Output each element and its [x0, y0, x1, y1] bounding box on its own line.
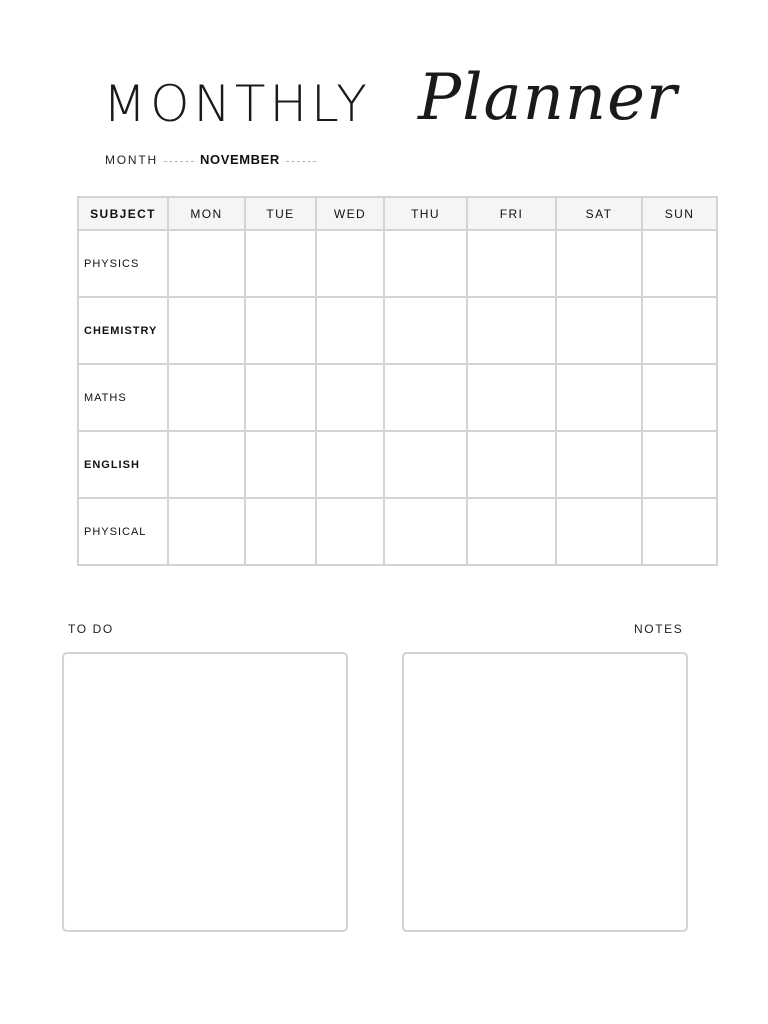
column-header-wed: WED	[316, 197, 384, 230]
subject-label: PHYSICAL	[78, 498, 168, 565]
schedule-cell[interactable]	[245, 498, 316, 565]
schedule-cell[interactable]	[467, 498, 556, 565]
schedule-cell[interactable]	[467, 297, 556, 364]
schedule-cell[interactable]	[384, 498, 467, 565]
schedule-cell[interactable]	[384, 297, 467, 364]
schedule-cell[interactable]	[467, 431, 556, 498]
month-dash-right	[286, 161, 316, 162]
column-header-mon: MON	[168, 197, 245, 230]
schedule-cell[interactable]	[245, 431, 316, 498]
notes-box[interactable]	[402, 652, 688, 932]
month-value[interactable]: NOVEMBER	[200, 152, 280, 167]
title-script: Planner	[418, 61, 678, 135]
todo-box[interactable]	[62, 652, 348, 932]
column-header-sat: SAT	[556, 197, 642, 230]
month-label: MONTH	[105, 153, 158, 167]
month-dash-left	[164, 161, 194, 162]
table-row	[78, 364, 717, 431]
table-row	[78, 230, 717, 297]
schedule-table	[77, 196, 718, 566]
table-row	[78, 297, 717, 364]
schedule-cell[interactable]	[467, 364, 556, 431]
schedule-cell[interactable]	[556, 364, 642, 431]
column-header-sun: SUN	[642, 197, 717, 230]
schedule-cell[interactable]	[642, 297, 717, 364]
schedule-cell[interactable]	[245, 297, 316, 364]
schedule-cell[interactable]	[316, 498, 384, 565]
schedule-cell[interactable]	[384, 364, 467, 431]
schedule-cell[interactable]	[168, 431, 245, 498]
month-row	[105, 152, 316, 167]
schedule-cell[interactable]	[642, 431, 717, 498]
schedule-cell[interactable]	[556, 431, 642, 498]
column-header-fri: FRI	[467, 197, 556, 230]
schedule-cell[interactable]	[467, 230, 556, 297]
schedule-cell[interactable]	[245, 230, 316, 297]
schedule-cell[interactable]	[642, 230, 717, 297]
schedule-cell[interactable]	[556, 230, 642, 297]
subject-label: MATHS	[78, 364, 168, 431]
column-header-subject: SUBJECT	[78, 197, 168, 230]
schedule-cell[interactable]	[642, 364, 717, 431]
schedule-cell[interactable]	[556, 297, 642, 364]
schedule-cell[interactable]	[168, 297, 245, 364]
schedule-cell[interactable]	[642, 498, 717, 565]
schedule-header-row	[78, 197, 717, 230]
schedule-cell[interactable]	[168, 230, 245, 297]
column-header-tue: TUE	[245, 197, 316, 230]
notes-label: NOTES	[634, 622, 684, 636]
title-main: MONTHLY	[103, 75, 371, 133]
schedule-cell[interactable]	[316, 297, 384, 364]
schedule-cell[interactable]	[556, 498, 642, 565]
schedule-cell[interactable]	[316, 364, 384, 431]
schedule-cell[interactable]	[384, 230, 467, 297]
schedule-cell[interactable]	[168, 364, 245, 431]
table-row	[78, 498, 717, 565]
schedule-cell[interactable]	[316, 230, 384, 297]
schedule-cell[interactable]	[168, 498, 245, 565]
subject-label: CHEMISTRY	[78, 297, 168, 364]
table-row	[78, 431, 717, 498]
subject-label: PHYSICS	[78, 230, 168, 297]
column-header-thu: THU	[384, 197, 467, 230]
subject-label: ENGLISH	[78, 431, 168, 498]
schedule-cell[interactable]	[384, 431, 467, 498]
schedule-cell[interactable]	[316, 431, 384, 498]
schedule-cell[interactable]	[245, 364, 316, 431]
todo-label: TO DO	[68, 622, 114, 636]
